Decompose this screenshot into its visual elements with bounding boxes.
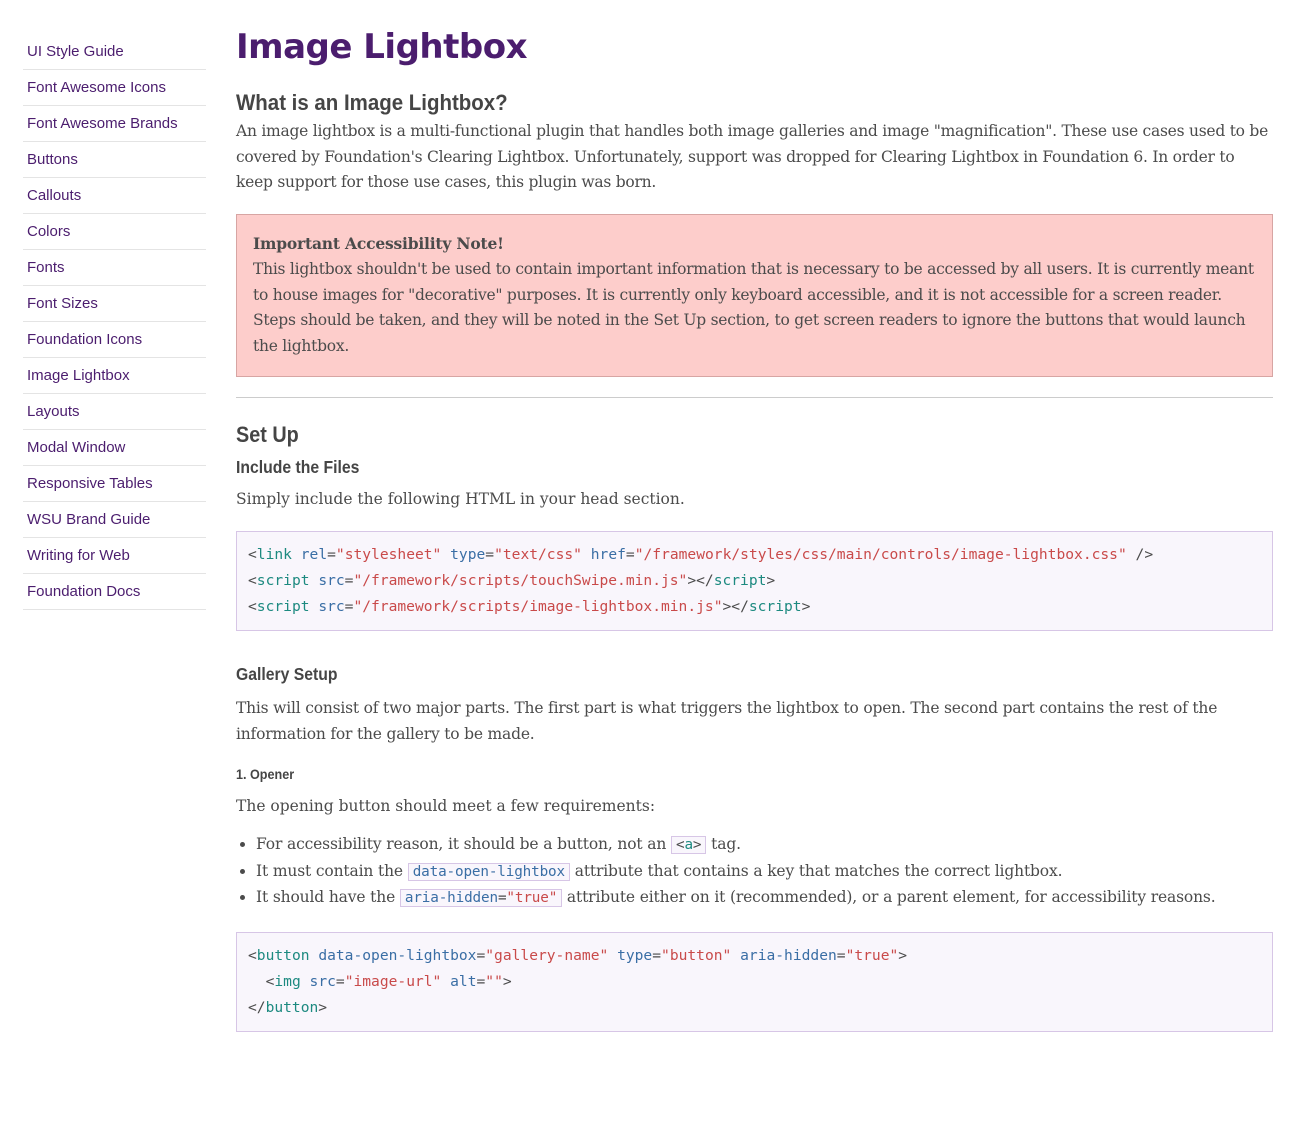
setup-heading: Set Up bbox=[236, 422, 299, 448]
sidebar-item-foundation-docs[interactable]: Foundation Docs bbox=[23, 574, 206, 610]
include-files-text: Simply include the following HTML in your head section. bbox=[236, 490, 685, 509]
include-files-heading: Include the Files bbox=[236, 457, 360, 478]
sidebar-item-fonts[interactable]: Fonts bbox=[23, 250, 206, 286]
what-heading: What is an Image Lightbox? bbox=[236, 90, 508, 115]
requirements-list bbox=[236, 832, 1273, 912]
sidebar-item-colors[interactable]: Colors bbox=[23, 214, 206, 250]
callout-title: Important Accessibility Note! bbox=[253, 234, 504, 254]
sidebar-nav bbox=[23, 34, 206, 610]
callout-body: This lightbox shouldn't be used to contain important information that is necessary to be accessed by all users. It is currently meant to house images for "decorative" purposes. It is currently only keyboard accessible, and it is not accessible for a screen reader. Steps should be taken, and they will be noted in the Set Up section, to get screen readers to ignore the buttons that would launch the lightbox. bbox=[253, 259, 1254, 355]
gallery-setup-text: This will consist of two major parts. The first part is what triggers the lightbox to open. The second part contains the rest of the information for the gallery to be made. bbox=[236, 698, 1218, 743]
opener-text: The opening button should meet a few requirements: bbox=[236, 797, 656, 816]
include-code-block[interactable]: <link rel="stylesheet" type="text/css" href="/framework/styles/css/main/controls/image-lightbox.css" /> <script src="/framework/scripts/touchSwipe.min.js"></script> <script src="/framework/scripts/image-lightbox.min.js"></script> bbox=[236, 531, 1273, 631]
gallery-setup-heading: Gallery Setup bbox=[236, 663, 338, 684]
sidebar-item-font-sizes[interactable]: Font Sizes bbox=[23, 286, 206, 322]
sidebar-item-buttons[interactable]: Buttons bbox=[23, 142, 206, 178]
list-item: • It should have the aria-hidden="true" attribute either on it (recommended), or a parent element, for accessibility reasons. bbox=[256, 885, 1273, 912]
sidebar-item-wsu-brand-guide[interactable]: WSU Brand Guide bbox=[23, 502, 206, 538]
sidebar-item-image-lightbox[interactable]: Image Lightbox bbox=[23, 358, 206, 394]
sidebar-item-font-awesome-icons[interactable]: Font Awesome Icons bbox=[23, 70, 206, 106]
sidebar-item-writing-for-web[interactable]: Writing for Web bbox=[23, 538, 206, 574]
main-content bbox=[236, 22, 1273, 1032]
sidebar-item-ui-style-guide[interactable]: UI Style Guide bbox=[23, 34, 206, 70]
sidebar-item-font-awesome-brands[interactable]: Font Awesome Brands bbox=[23, 106, 206, 142]
opener-heading: 1. Opener bbox=[236, 766, 295, 783]
inline-code: data-open-lightbox bbox=[408, 863, 570, 881]
page-title: Image Lightbox bbox=[236, 27, 527, 67]
section-divider bbox=[236, 397, 1273, 398]
inline-code: aria-hidden="true" bbox=[400, 889, 562, 907]
accessibility-callout bbox=[236, 214, 1273, 377]
list-item: • It must contain the data-open-lightbox attribute that contains a key that matches the correct lightbox. bbox=[256, 859, 1273, 886]
list-item: • For accessibility reason, it should be a button, not an <a> tag. bbox=[256, 832, 1273, 859]
inline-code: <a> bbox=[671, 836, 706, 854]
sidebar-item-responsive-tables[interactable]: Responsive Tables bbox=[23, 466, 206, 502]
intro-paragraph: An image lightbox is a multi-functional plugin that handles both image galleries and image "magnification". These use cases used to be covered by Foundation's Clearing Lightbox. Unfortunately, support was dropped for Clearing Lightbox in Foundation 6. In order to keep support for those use cases, this plugin was born. bbox=[236, 122, 1269, 192]
sidebar-item-layouts[interactable]: Layouts bbox=[23, 394, 206, 430]
sidebar-item-foundation-icons[interactable]: Foundation Icons bbox=[23, 322, 206, 358]
opener-code-block[interactable]: <button data-open-lightbox="gallery-name" type="button" aria-hidden="true"> <img src="image-url" alt=""> </button> bbox=[236, 932, 1273, 1032]
sidebar-item-callouts[interactable]: Callouts bbox=[23, 178, 206, 214]
sidebar-item-modal-window[interactable]: Modal Window bbox=[23, 430, 206, 466]
